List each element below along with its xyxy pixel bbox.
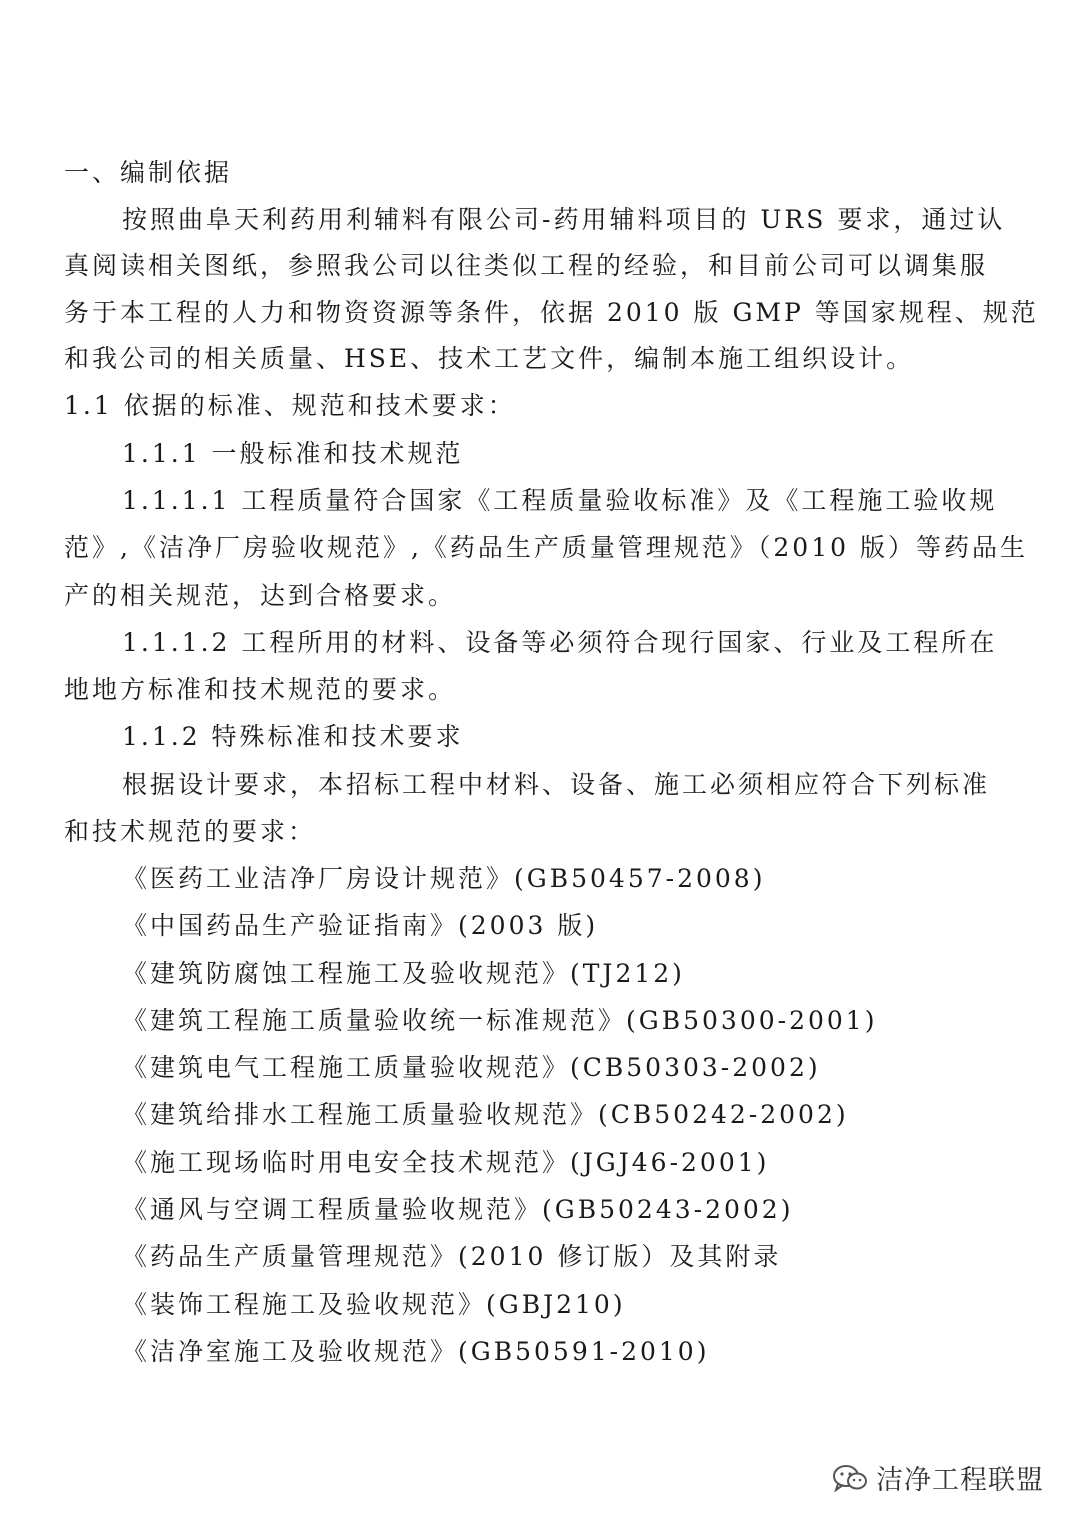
standard-item: 《医药工业洁净厂房设计规范》(GB50457-2008) [122, 864, 766, 893]
clause-1-1-1-2-line-1: 1.1.1.2 工程所用的材料、设备等必须符合现行国家、行业及工程所在 [122, 628, 998, 657]
standard-item: 《建筑给排水工程施工质量验收规范》(CB50242-2002) [122, 1100, 849, 1129]
standard-item: 《建筑工程施工质量验收统一标准规范》(GB50300-2001) [122, 1006, 878, 1035]
standard-item: 《通风与空调工程质量验收规范》(GB50243-2002) [122, 1195, 794, 1224]
clause-1-1-1-1-line-2: 范》,《洁净厂房验收规范》,《药品生产质量管理规范》（2010 版）等药品生 [64, 533, 1028, 562]
standard-item: 《装饰工程施工及验收规范》(GBJ210) [122, 1290, 626, 1319]
special-line-2: 和技术规范的要求： [64, 817, 317, 846]
watermark [832, 1458, 1044, 1497]
subsection-heading-1-1: 1.1 依据的标准、规范和技术要求： [64, 391, 516, 420]
intro-line-1: 按照曲阜天利药用利辅料有限公司-药用辅料项目的 URS 要求，通过认 [122, 205, 1006, 234]
clause-1-1-1-1-line-3: 产的相关规范，达到合格要求。 [64, 581, 457, 610]
standard-item: 《施工现场临时用电安全技术规范》(JGJ46-2001) [122, 1148, 770, 1177]
standard-item: 《中国药品生产验证指南》(2003 版) [122, 911, 599, 940]
intro-line-3: 务于本工程的人力和物资资源等条件，依据 2010 版 GMP 等国家规程、规范 [64, 298, 1039, 327]
special-line-1: 根据设计要求，本招标工程中材料、设备、施工必须相应符合下列标准 [122, 770, 991, 799]
standard-item: 《建筑电气工程施工质量验收规范》(CB50303-2002) [122, 1053, 821, 1082]
section-heading: 一、编制依据 [64, 158, 233, 187]
clause-1-1-1-1-line-1: 1.1.1.1 工程质量符合国家《工程质量验收标准》及《工程施工验收规 [122, 486, 998, 515]
subsection-heading-1-1-1: 1.1.1 一般标准和技术规范 [122, 439, 464, 468]
standard-item: 《洁净室施工及验收规范》(GB50591-2010) [122, 1337, 710, 1366]
intro-line-4: 和我公司的相关质量、HSE、技术工艺文件，编制本施工组织设计。 [64, 344, 915, 373]
standard-item: 《建筑防腐蚀工程施工及验收规范》(TJ212) [122, 959, 685, 988]
intro-line-2: 真阅读相关图纸，参照我公司以往类似工程的经验，和目前公司可以调集服 [64, 251, 989, 280]
clause-1-1-1-2-line-2: 地地方标准和技术规范的要求。 [64, 675, 457, 704]
watermark-text: 洁净工程联盟 [876, 1465, 1044, 1496]
standard-item: 《药品生产质量管理规范》(2010 修订版）及其附录 [122, 1242, 782, 1271]
wechat-icon [832, 1464, 868, 1492]
subsection-heading-1-1-2: 1.1.2 特殊标准和技术要求 [122, 722, 464, 751]
